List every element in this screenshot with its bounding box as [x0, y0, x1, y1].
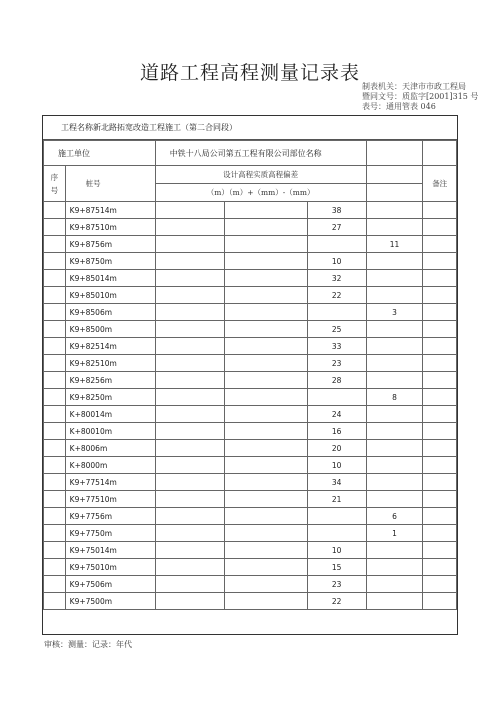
design-elev-cell [155, 355, 225, 372]
actual-elev-cell [225, 253, 308, 270]
seq-cell [44, 474, 66, 491]
seq-cell [44, 457, 66, 474]
stake-cell: K9+75014m [65, 542, 155, 559]
table-row [44, 236, 457, 253]
seq-cell [44, 304, 66, 321]
record-form [42, 115, 458, 635]
unit-row [44, 141, 457, 166]
stake-cell: K9+77514m [65, 474, 155, 491]
remark-cell [423, 372, 457, 389]
stake-cell: K9+7500m [65, 593, 155, 610]
page-title: 道路工程高程测量记录表 [139, 62, 360, 84]
project-name: 工程名称新北路拓宽改造工程施工（第二合同段） [43, 116, 457, 140]
remark-cell [423, 440, 457, 457]
table-row [44, 423, 457, 440]
remark-cell [423, 491, 457, 508]
seq-cell [44, 219, 66, 236]
deviation-plus-cell [307, 508, 366, 525]
stake-cell: K9+7750m [65, 525, 155, 542]
deviation-plus-cell: 16 [307, 423, 366, 440]
actual-elev-cell [225, 321, 308, 338]
actual-elev-cell [225, 559, 308, 576]
remark-cell [423, 219, 457, 236]
remark-cell [423, 406, 457, 423]
table-row [44, 202, 457, 219]
stake-cell: K9+8500m [65, 321, 155, 338]
actual-elev-cell [225, 236, 308, 253]
deviation-plus-cell: 20 [307, 440, 366, 457]
deviation-minus-cell [366, 576, 423, 593]
seq-cell [44, 236, 66, 253]
deviation-plus-cell: 10 [307, 457, 366, 474]
remark-cell [423, 525, 457, 542]
deviation-plus-cell: 15 [307, 559, 366, 576]
table-row [44, 372, 457, 389]
design-elev-cell [155, 406, 225, 423]
deviation-plus-cell [307, 304, 366, 321]
remark-cell [423, 576, 457, 593]
table-row [44, 559, 457, 576]
design-elev-cell [155, 287, 225, 304]
remark-cell [423, 457, 457, 474]
actual-elev-cell [225, 355, 308, 372]
stake-header: 桩号 [65, 166, 155, 202]
seq-cell [44, 593, 66, 610]
deviation-plus-cell: 32 [307, 270, 366, 287]
deviation-minus-cell [366, 355, 423, 372]
table-row [44, 525, 457, 542]
meta-form-no: 表号：通用管表 046 [362, 102, 436, 111]
stake-cell: K+8006m [65, 440, 155, 457]
table-row [44, 440, 457, 457]
deviation-minus-cell: 3 [366, 304, 423, 321]
remark-cell [423, 508, 457, 525]
table-row [44, 287, 457, 304]
seq-cell [44, 440, 66, 457]
design-elev-cell [155, 202, 225, 219]
remark-header: 备注 [423, 166, 457, 202]
remark-cell [423, 270, 457, 287]
deviation-plus-cell: 22 [307, 287, 366, 304]
stake-cell: K9+8256m [65, 372, 155, 389]
table-row [44, 338, 457, 355]
seq-cell [44, 253, 66, 270]
unit-label: 施工单位 [44, 141, 156, 166]
deviation-plus-cell: 23 [307, 576, 366, 593]
stake-cell: K9+8250m [65, 389, 155, 406]
remark-cell [423, 542, 457, 559]
actual-elev-cell [225, 304, 308, 321]
deviation-plus-cell: 10 [307, 542, 366, 559]
design-elev-cell [155, 236, 225, 253]
table-row [44, 474, 457, 491]
design-elev-cell [155, 270, 225, 287]
deviation-plus-cell: 21 [307, 491, 366, 508]
header-row [44, 166, 457, 184]
actual-elev-cell [225, 423, 308, 440]
seq-cell [44, 525, 66, 542]
actual-elev-cell [225, 372, 308, 389]
deviation-minus-cell [366, 474, 423, 491]
units-header: （m）（m）+（mm）-（mm） [155, 184, 366, 202]
seq-cell [44, 423, 66, 440]
signature-footer: 审核：测量：记录：年代 [44, 640, 132, 649]
actual-elev-cell [225, 508, 308, 525]
table-row [44, 593, 457, 610]
remark-cell [423, 321, 457, 338]
deviation-minus-cell [366, 372, 423, 389]
design-elev-cell [155, 457, 225, 474]
remark-cell [423, 304, 457, 321]
actual-elev-cell [225, 202, 308, 219]
actual-elev-cell [225, 491, 308, 508]
remark-cell [423, 593, 457, 610]
deviation-minus-cell [366, 457, 423, 474]
table-row [44, 304, 457, 321]
stake-cell: K9+8750m [65, 253, 155, 270]
deviation-minus-cell [366, 253, 423, 270]
seq-cell [44, 338, 66, 355]
deviation-plus-cell: 25 [307, 321, 366, 338]
stake-cell: K+80014m [65, 406, 155, 423]
seq-cell [44, 559, 66, 576]
remark-cell [423, 338, 457, 355]
table-row [44, 219, 457, 236]
design-elev-cell [155, 491, 225, 508]
seq-cell [44, 491, 66, 508]
stake-cell: K9+8756m [65, 236, 155, 253]
remark-cell [423, 423, 457, 440]
deviation-minus-cell [366, 440, 423, 457]
design-elev-cell [155, 440, 225, 457]
design-elev-cell [155, 304, 225, 321]
design-elev-cell [155, 219, 225, 236]
stake-cell: K9+77510m [65, 491, 155, 508]
seq-cell [44, 508, 66, 525]
deviation-minus-cell [366, 559, 423, 576]
deviation-plus-cell [307, 236, 366, 253]
deviation-plus-cell: 28 [307, 372, 366, 389]
deviation-plus-cell: 27 [307, 219, 366, 236]
design-elev-cell [155, 372, 225, 389]
deviation-minus-cell [366, 270, 423, 287]
design-elev-cell [155, 338, 225, 355]
table-row [44, 389, 457, 406]
deviation-minus-cell: 1 [366, 525, 423, 542]
remark-cell [423, 389, 457, 406]
deviation-plus-cell: 10 [307, 253, 366, 270]
table-row [44, 491, 457, 508]
deviation-minus-cell [366, 287, 423, 304]
stake-cell: K9+75010m [65, 559, 155, 576]
table-row [44, 576, 457, 593]
table-row [44, 406, 457, 423]
record-table [43, 140, 457, 610]
deviation-plus-cell: 23 [307, 355, 366, 372]
deviation-minus-cell [366, 406, 423, 423]
design-elev-cell [155, 525, 225, 542]
actual-elev-cell [225, 287, 308, 304]
actual-elev-cell [225, 389, 308, 406]
table-row [44, 542, 457, 559]
design-elev-cell [155, 576, 225, 593]
stake-cell: K9+87510m [65, 219, 155, 236]
deviation-minus-cell: 11 [366, 236, 423, 253]
seq-header: 序 号 [44, 166, 66, 202]
deviation-minus-cell [366, 542, 423, 559]
remark-cell [423, 236, 457, 253]
design-elev-cell [155, 253, 225, 270]
stake-cell: K9+7506m [65, 576, 155, 593]
seq-cell [44, 287, 66, 304]
actual-elev-cell [225, 440, 308, 457]
table-row [44, 508, 457, 525]
table-row [44, 355, 457, 372]
deviation-plus-cell [307, 525, 366, 542]
design-elev-cell [155, 508, 225, 525]
seq-cell [44, 542, 66, 559]
deviation-minus-cell: 8 [366, 389, 423, 406]
deviation-plus-cell: 33 [307, 338, 366, 355]
deviation-minus-cell [366, 423, 423, 440]
stake-cell: K9+82510m [65, 355, 155, 372]
design-elev-cell [155, 423, 225, 440]
remark-cell [423, 253, 457, 270]
deviation-plus-cell: 34 [307, 474, 366, 491]
seq-cell [44, 576, 66, 593]
actual-elev-cell [225, 593, 308, 610]
remark-cell [423, 559, 457, 576]
deviation-plus-cell: 22 [307, 593, 366, 610]
seq-cell [44, 406, 66, 423]
actual-elev-cell [225, 457, 308, 474]
design-elev-cell [155, 321, 225, 338]
deviation-minus-cell [366, 593, 423, 610]
design-header: 设计高程实质高程偏差 [155, 166, 366, 184]
deviation-minus-cell [366, 338, 423, 355]
stake-cell: K+8000m [65, 457, 155, 474]
deviation-minus-cell: 6 [366, 508, 423, 525]
deviation-minus-cell [366, 219, 423, 236]
seq-cell [44, 270, 66, 287]
deviation-minus-cell [366, 202, 423, 219]
design-elev-cell [155, 593, 225, 610]
seq-cell [44, 321, 66, 338]
remark-cell [423, 287, 457, 304]
meta-issuer: 制表机关：天津市市政工程局 [362, 82, 466, 91]
stake-cell: K9+85014m [65, 270, 155, 287]
actual-elev-cell [225, 406, 308, 423]
stake-cell: K9+8506m [65, 304, 155, 321]
design-elev-cell [155, 559, 225, 576]
actual-elev-cell [225, 338, 308, 355]
design-elev-cell [155, 389, 225, 406]
stake-cell: K9+7756m [65, 508, 155, 525]
design-elev-cell [155, 542, 225, 559]
remark-cell [423, 355, 457, 372]
deviation-plus-cell [307, 389, 366, 406]
deviation-minus-cell [366, 491, 423, 508]
unit-value: 中铁十八局公司第五工程有限公司部位名称 [155, 141, 366, 166]
actual-elev-cell [225, 270, 308, 287]
seq-cell [44, 372, 66, 389]
deviation-plus-cell: 24 [307, 406, 366, 423]
meta-document-no: 暨同文号：质监字[2001]315 号 [362, 92, 479, 101]
seq-cell [44, 355, 66, 372]
actual-elev-cell [225, 474, 308, 491]
stake-cell: K9+82514m [65, 338, 155, 355]
stake-cell: K9+87514m [65, 202, 155, 219]
actual-elev-cell [225, 525, 308, 542]
actual-elev-cell [225, 576, 308, 593]
table-row [44, 457, 457, 474]
seq-cell [44, 202, 66, 219]
table-row [44, 321, 457, 338]
deviation-plus-cell: 38 [307, 202, 366, 219]
table-row [44, 253, 457, 270]
deviation-minus-cell [366, 321, 423, 338]
remark-cell [423, 202, 457, 219]
table-row [44, 270, 457, 287]
remark-cell [423, 474, 457, 491]
actual-elev-cell [225, 219, 308, 236]
design-elev-cell [155, 474, 225, 491]
stake-cell: K+80010m [65, 423, 155, 440]
stake-cell: K9+85010m [65, 287, 155, 304]
seq-cell [44, 389, 66, 406]
actual-elev-cell [225, 542, 308, 559]
